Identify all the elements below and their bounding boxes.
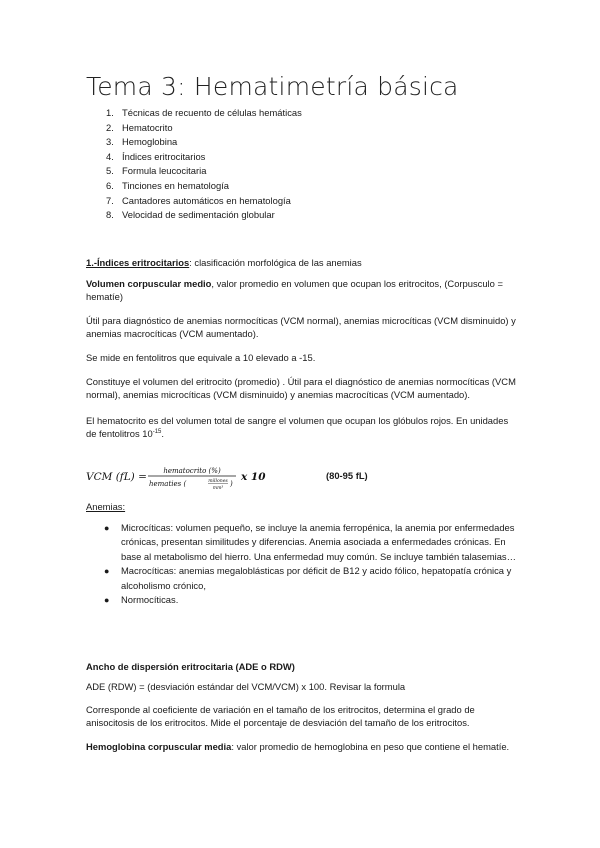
fentolitros-paragraph: Se mide en fentolitros que equivale a 10 elevado a -15.	[86, 352, 316, 363]
constituye-paragraph: Constituye el volumen del eritrocito (promedio) . Útil para el diagnóstico de anemias normocíticas (VCM normal), anemias microcíticas (VCM disminuido) y anemias macrocíticas (VCM aumentado).	[86, 376, 516, 400]
ade-text: Corresponde al coeficiente de variación en el tamaño de los eritrocitos, determina el grado de anisocitosis de los eritrocitos. Mide el porcentaje de desviación del tamaño de los eritrocitos.	[86, 704, 475, 728]
hcm-paragraph: Hemoglobina corpuscular media: valor promedio de hemoglobina en peso que contiene el hematíe.	[86, 741, 510, 752]
vcm-range: (80-95 fL)	[326, 470, 368, 481]
toc-item: 6. Tinciones en hematología	[106, 179, 230, 191]
formula-lhs: VCM (fL) =	[86, 471, 147, 483]
formula-den-top: millones	[208, 479, 228, 484]
list-item: ● Normocíticas.	[104, 593, 518, 607]
ade-title: Ancho de dispersión eritrocitaria (ADE o RDW)	[86, 661, 295, 672]
bullet-icon: ●	[104, 566, 110, 577]
anemias-list	[104, 521, 518, 607]
util-paragraph: Útil para diagnóstico de anemias normocíticas (VCM normal), anemias microcíticas (VCM disminuido) y anemias macrocíticas (VCM aumentado).	[86, 315, 516, 339]
formula-times: x 10	[241, 471, 266, 483]
bullet-icon: ●	[104, 523, 110, 533]
page-title: Tema 3: Hematimetría básica	[86, 72, 459, 101]
toc-item: 3. Hemoglobina	[106, 136, 178, 148]
list-item: ● Microcíticas: volumen pequeño, se incluye la anemia ferropénica, la anemia por enfermedades crónicas, presentan similitudes y diferencias. Anemia asociada a enfermedades crónicas. En base al metabolismo del hierro. Una enfermedad muy común. Se incluye también talasemias…	[104, 522, 516, 562]
table-of-contents	[106, 106, 302, 223]
formula-denominator: hematies (	[149, 480, 187, 488]
bullet-icon: ●	[104, 595, 110, 606]
toc-item: 8. Velocidad de sedimentación globular	[106, 209, 275, 221]
hematocrito-paragraph: El hematocrito es del volumen total de sangre el volumen que ocupan los glóbulos rojos. En unidades de fentolitros $10^{-15}$.	[86, 415, 509, 439]
toc-item: 2. Hematocrito	[106, 121, 173, 133]
vcm-paragraph: Volumen corpuscular medio, valor promedio en volumen que ocupan los eritrocitos, (Corpusculo = hematíe)	[86, 278, 503, 302]
ade-formula: ADE (RDW) = (desviación estándar del VCM/VCM) x 100. Revisar la formula	[86, 681, 406, 692]
formula-den-bottom: mm³	[212, 486, 224, 491]
anemias-heading: Anemias:	[86, 501, 126, 512]
section-heading: 1.-Índices eritrocitarios: clasificación morfológica de las anemias	[86, 257, 362, 268]
toc-item: 7. Cantadores automáticos en hematología	[106, 194, 291, 206]
list-item: ● Macrocíticas: anemias megaloblásticas por déficit de B12 y acido fólico, hepatopatía crónica y alcoholismo crónico,	[104, 565, 512, 591]
toc-item: 1. Técnicas de recuento de células hemáticas	[106, 107, 302, 118]
formula-numerator: hematocrito (%)	[163, 467, 221, 475]
toc-item: 4. Índices eritrocitarios	[106, 150, 206, 162]
formula-den-close: )	[230, 480, 233, 488]
toc-item: 5. Formula leucocitaria	[106, 165, 207, 177]
